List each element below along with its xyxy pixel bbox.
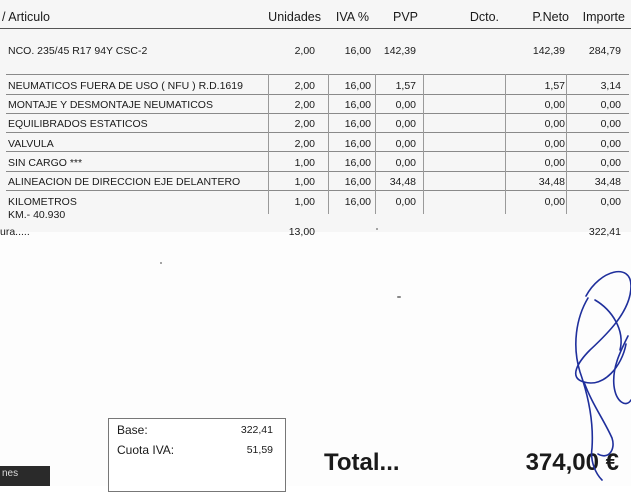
row-importe: 0,00	[600, 99, 621, 111]
row-pneto: 0,00	[544, 99, 565, 111]
row-unidades: 1,00	[294, 157, 315, 169]
base-value: 322,41	[240, 424, 273, 436]
base-label: Base:	[117, 423, 148, 437]
row-pvp: 0,00	[395, 157, 416, 169]
cut-off-stamp	[0, 466, 50, 486]
row-iva: 16,00	[344, 80, 371, 92]
row-importe: 0,00	[600, 157, 621, 169]
row-unidades: 2,00	[294, 80, 315, 92]
header-pvp: PVP	[392, 10, 418, 24]
summary-unidades: 13,00	[288, 226, 315, 238]
row-pneto: 142,39	[532, 45, 565, 57]
row-unidades: 2,00	[294, 99, 315, 111]
row-iva: 16,00	[344, 99, 371, 111]
row-pneto: 0,00	[544, 157, 565, 169]
row-importe: 34,48	[594, 176, 621, 188]
row-pvp: 34,48	[389, 176, 416, 188]
row-description: NCO. 235/45 R17 94Y CSC-2	[8, 45, 148, 57]
scan-speck	[376, 228, 378, 230]
row-description-detail: KM.- 40.930	[8, 209, 66, 221]
row-importe: 0,00	[600, 118, 621, 130]
row-iva: 16,00	[344, 176, 371, 188]
row-divider	[6, 132, 629, 133]
scan-speck	[160, 262, 162, 264]
row-divider	[6, 190, 629, 191]
header-unidades: Unidades	[268, 10, 321, 24]
row-pneto: 1,57	[544, 80, 565, 92]
row-iva: 16,00	[344, 157, 371, 169]
row-unidades: 2,00	[294, 118, 315, 130]
row-description: VALVULA	[8, 138, 54, 150]
header-pneto: P.Neto	[532, 10, 569, 24]
row-unidades: 2,00	[294, 45, 315, 57]
row-pvp: 0,00	[395, 138, 416, 150]
row-pneto: 0,00	[544, 118, 565, 130]
row-pvp: 0,00	[395, 118, 416, 130]
header-dcto: Dcto.	[469, 10, 499, 24]
row-importe: 3,14	[600, 80, 621, 92]
row-description: KILOMETROS	[8, 196, 77, 208]
scan-speck	[397, 296, 401, 298]
cuota-iva-value: 51,59	[246, 444, 273, 456]
summary-importe: 322,41	[588, 226, 621, 238]
total-label: Total...	[324, 449, 400, 476]
row-description: EQUILIBRADOS ESTATICOS	[8, 118, 148, 130]
row-unidades: 1,00	[294, 196, 315, 208]
total-amount: 374,00 €	[525, 449, 619, 476]
row-unidades: 2,00	[294, 138, 315, 150]
row-iva: 16,00	[344, 196, 371, 208]
row-pneto: 34,48	[538, 176, 565, 188]
column-divider	[328, 74, 329, 214]
row-divider	[6, 94, 629, 95]
row-divider	[6, 74, 629, 75]
header-divider	[0, 28, 631, 29]
row-description: NEUMATICOS FUERA DE USO ( NFU ) R.D.1619	[8, 80, 243, 92]
row-divider	[6, 171, 629, 172]
tax-base-box	[108, 418, 286, 492]
row-importe: 284,79	[588, 45, 621, 57]
row-description: ALINEACION DE DIRECCION EJE DELANTERO	[8, 176, 241, 188]
cuota-iva-label: Cuota IVA:	[117, 443, 175, 457]
row-pvp: 142,39	[383, 45, 416, 57]
header-articulo: / Articulo	[2, 10, 50, 24]
row-unidades: 1,00	[294, 176, 315, 188]
row-importe: 0,00	[600, 138, 621, 150]
header-iva: IVA %	[335, 10, 369, 24]
row-description: SIN CARGO ***	[8, 157, 83, 169]
column-divider	[423, 74, 424, 214]
row-iva: 16,00	[344, 138, 371, 150]
header-importe: Importe	[582, 10, 625, 24]
row-iva: 16,00	[344, 45, 371, 57]
row-pneto: 0,00	[544, 138, 565, 150]
row-pvp: 0,00	[395, 99, 416, 111]
row-description: MONTAJE Y DESMONTAJE NEUMATICOS	[8, 99, 213, 111]
row-pneto: 0,00	[544, 196, 565, 208]
column-divider	[375, 74, 376, 214]
row-importe: 0,00	[600, 196, 621, 208]
row-pvp: 1,57	[395, 80, 416, 92]
row-iva: 16,00	[344, 118, 371, 130]
column-divider	[566, 74, 567, 214]
row-divider	[6, 151, 629, 152]
column-divider	[505, 74, 506, 214]
row-divider	[6, 113, 629, 114]
corner-text: nes	[2, 468, 19, 479]
column-divider	[268, 74, 269, 214]
summary-label: ura.....	[0, 226, 30, 238]
table-background	[0, 0, 631, 232]
row-pvp: 0,00	[395, 196, 416, 208]
